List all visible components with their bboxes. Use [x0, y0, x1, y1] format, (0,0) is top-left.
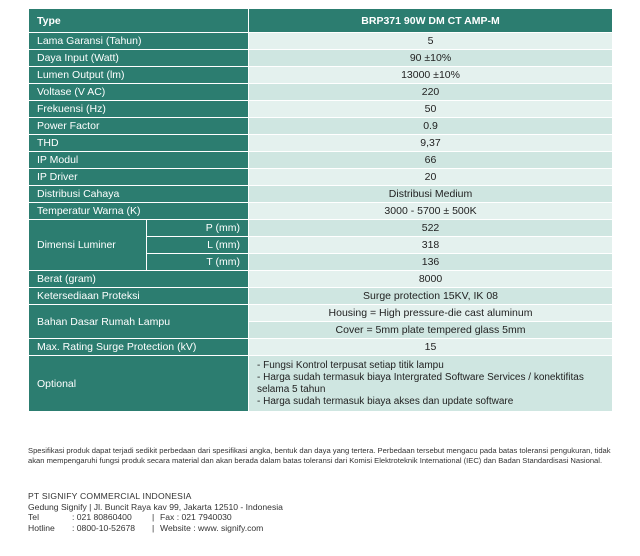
table-row: [29, 186, 613, 203]
tel-label: Tel: [28, 512, 39, 522]
row-value: 9,37: [249, 135, 613, 152]
row-value: 90 ±10%: [249, 50, 613, 67]
dimensi-sub-label: T (mm): [147, 254, 249, 271]
table-row: [29, 84, 613, 101]
table-row: [29, 33, 613, 50]
table-row: [29, 271, 613, 288]
disclaimer-text: Spesifikasi produk dapat terjadi sedikit perbedaan dari spesifikasi angka, bentuk dan daya yang tertera. Perbedaan tersebut mengacu pada batas toleransi pengukuran, tidak akan mempengaruhi fungsi produk secara material dan akan berada dalam batas toleransi dari Komisi Elektroteknik International (IEC) dan Badan Standardisasi Nasional.: [28, 446, 611, 465]
table-row: [29, 339, 613, 356]
optional-label: Optional: [29, 356, 249, 412]
row-label: Distribusi Cahaya: [29, 186, 249, 203]
dimensi-value: 318: [249, 237, 613, 254]
table-row: [29, 203, 613, 220]
hotline-value: : 0800-10-52678: [72, 522, 136, 533]
row-label: Temperatur Warna (K): [29, 203, 249, 220]
fax-value: Fax : 021 7940030: [160, 512, 232, 522]
row-label: Power Factor: [29, 118, 249, 135]
tel-value: : 021 80860400: [72, 512, 132, 522]
contact-row-tel: Tel : 021 80860400 | Fax : 021 7940030: [28, 512, 232, 522]
row-value: 66: [249, 152, 613, 169]
bahan-value: Cover = 5mm plate tempered glass 5mm: [249, 322, 613, 339]
row-value: 15: [249, 339, 613, 356]
bahan-value: Housing = High pressure-die cast aluminum: [249, 305, 613, 322]
optional-list: [257, 360, 604, 408]
table-row: [29, 288, 613, 305]
table-row: [29, 169, 613, 186]
row-label: Daya Input (Watt): [29, 50, 249, 67]
row-label: THD: [29, 135, 249, 152]
row-label: IP Modul: [29, 152, 249, 169]
optional-value: [249, 356, 613, 412]
row-value: Distribusi Medium: [249, 186, 613, 203]
list-item: - Fungsi Kontrol terpusat setiap titik lampu: [257, 360, 604, 372]
type-label: Type: [29, 9, 249, 33]
table-row: [29, 305, 613, 322]
row-value: 0.9: [249, 118, 613, 135]
row-value: 50: [249, 101, 613, 118]
row-value: 20: [249, 169, 613, 186]
row-label: Berat (gram): [29, 271, 249, 288]
dimensi-sub-label: P (mm): [147, 220, 249, 237]
table-row: [29, 118, 613, 135]
company-address: Gedung Signify | Jl. Buncit Raya kav 99, Jakarta 12510 - Indonesia: [28, 501, 283, 512]
company-info: [28, 491, 283, 533]
list-item: - Harga sudah termasuk biaya akses dan update software: [257, 396, 604, 408]
company-name: PT SIGNIFY COMMERCIAL INDONESIA: [28, 491, 192, 501]
row-value: 13000 ±10%: [249, 67, 613, 84]
table-row: [29, 50, 613, 67]
table-row: [29, 356, 613, 412]
table-row: [29, 152, 613, 169]
row-label: Lumen Output (lm): [29, 67, 249, 84]
row-value: 220: [249, 84, 613, 101]
row-label: Voltase (V AC): [29, 84, 249, 101]
row-value: 5: [249, 33, 613, 50]
row-label: Frekuensi (Hz): [29, 101, 249, 118]
row-value: 3000 - 5700 ± 500K: [249, 203, 613, 220]
hotline-label: Hotline: [28, 522, 55, 533]
table-row: [29, 135, 613, 152]
table-header-row: [29, 9, 613, 33]
table-row: [29, 101, 613, 118]
dimensi-sub-label: L (mm): [147, 237, 249, 254]
contact-row-hotline: Hotline : 0800-10-52678 | Website : www. signify.com: [28, 522, 264, 533]
row-label: Lama Garansi (Tahun): [29, 33, 249, 50]
type-value: BRP371 90W DM CT AMP-M: [249, 9, 613, 33]
row-value: 8000: [249, 271, 613, 288]
dimensi-value: 522: [249, 220, 613, 237]
list-item: - Harga sudah termasuk biaya Intergrated Software Services / konektifitas selama 5 tahun: [257, 372, 604, 396]
dimensi-label: Dimensi Luminer: [29, 220, 147, 271]
table-row: [29, 220, 613, 237]
dimensi-value: 136: [249, 254, 613, 271]
spec-table: [28, 8, 613, 412]
row-value: Surge protection 15KV, IK 08: [249, 288, 613, 305]
bahan-label: Bahan Dasar Rumah Lampu: [29, 305, 249, 339]
row-label: Ketersediaan Proteksi: [29, 288, 249, 305]
row-label: IP Driver: [29, 169, 249, 186]
website-value: Website : www. signify.com: [160, 522, 264, 533]
row-label: Max. Rating Surge Protection (kV): [29, 339, 249, 356]
table-row: [29, 67, 613, 84]
